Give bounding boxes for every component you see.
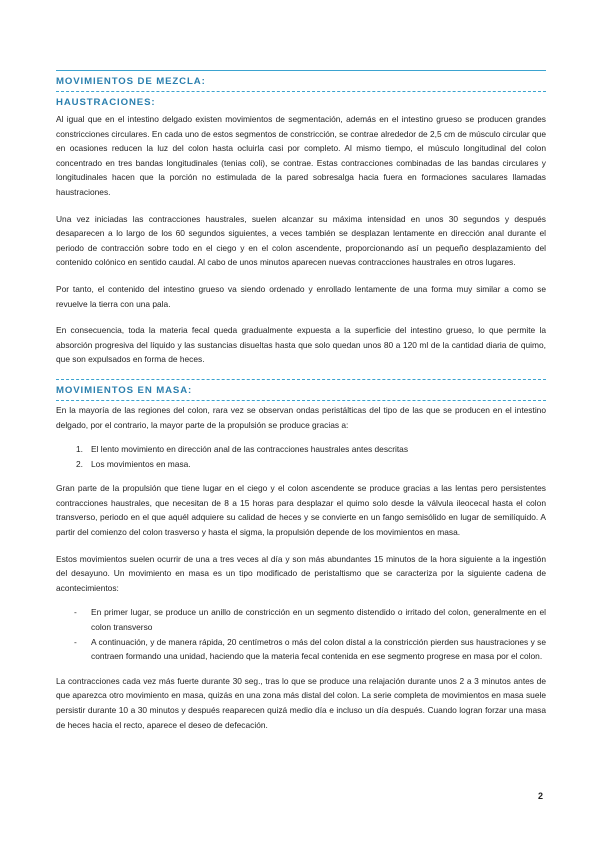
list-item-text: En primer lugar, se produce un anillo de constricción en un segmento distendido o irritado del colon, generalmente en el colon transverso: [91, 607, 546, 633]
paragraph: Por tanto, el contenido del intestino grueso va siendo ordenado y enrollado lentamente de una forma muy similar a como se revuelve la tierra con una pala.: [56, 283, 546, 309]
list-item-text: Los movimientos en masa.: [91, 458, 191, 469]
paragraph: Gran parte de la propulsión que tiene lugar en el ciego y el colon ascendente se produce gracias a las lentas pero persistentes contracciones haustrales, que necesitan de 8 a 15 horas para desplazar el quimo solo desde la válvula ileocecal hasta el colon transverso, periodo en el que aquél adquiere su calidad de heces y se convierte en un fango semisólido en lugar de semilíquido. A partir del comienzo del colon trasverso y hasta el sigma, la propulsión depende de los movimientos en masa.: [56, 483, 546, 538]
list-dash: -: [74, 607, 77, 618]
section-divider: [56, 400, 546, 401]
paragraph: La contracciones cada vez más fuerte durante 30 seg., tras lo que se produce una relajación durante unos 2 a 3 minutos antes de que aparezca otro movimiento en masa, quizás en una zona más distal del colon. La serie completa de movimientos en masa suele persistir durante 10 a 30 minutos y después reaparecen quizá medio día e incluso un día después. Cuando logran forzar una masa de heces hacia el recto, aparece el deseo de defecación.: [56, 675, 546, 730]
section-divider: [56, 379, 546, 380]
document-page: [56, 70, 546, 744]
list-item-text: A continuación, y de manera rápida, 20 centímetros o más del colon distal a la constricción pierden sus haustraciones y se contraen formando una unidad, haciendo que la materia fecal contenida en ese segmento progrese en masa por el colon.: [91, 636, 546, 662]
paragraph: Al igual que en el intestino delgado existen movimientos de segmentación, además en el intestino grueso se producen grandes constricciones circulares. En cada uno de estos segmentos de constricción, se contrae alrededor de 2,5 cm de músculo circular que en ocasiones reducen la luz del colon hasta ocluirla casi por completo. Al mismo tiempo, el músculo longitudinal del colon concentrado en tres bandas longitudinales (tenias coli), se contrae. Estas contracciones combinadas de las bandas circulares y longitudinales hacen que la porción no estimulada de la pared sobresalga hacia fuera en formaciones saculares llamadas haustraciones.: [56, 114, 546, 197]
list-item-text: El lento movimiento en dirección anal de las contracciones haustrales antes descritas: [91, 444, 409, 455]
section-title-masa: MOVIMIENTOS EN MASA:: [56, 384, 193, 396]
subsection-title-haustraciones: HAUSTRACIONES:: [56, 97, 156, 108]
numbered-list: [56, 442, 546, 471]
list-item: [56, 605, 546, 634]
list-item: [56, 442, 546, 457]
list-dash: -: [74, 636, 77, 647]
dash-list: [56, 605, 546, 663]
paragraph: Una vez iniciadas las contracciones haustrales, suelen alcanzar su máxima intensidad en unos 30 segundos y después desaparecen a lo largo de los 60 segundos siguientes, a veces también se desplazan lentamente en dirección anal durante el periodo de contracción sobre todo en el ciego y en el colon ascendente, proporcionando así un pequeño desplazamiento del contenido colónico en sentido caudal. Al cabo de unos minutos aparecen nuevas contracciones haustrales en otros lugares.: [56, 213, 546, 268]
list-item: [56, 635, 546, 664]
list-number: 1.: [76, 444, 83, 455]
list-item: [56, 457, 546, 472]
list-number: 2.: [76, 458, 83, 469]
section-title-mezcla: MOVIMIENTOS DE MEZCLA:: [56, 76, 206, 87]
section-divider: [56, 70, 546, 71]
paragraph: En consecuencia, toda la materia fecal queda gradualmente expuesta a la superficie del intestino grueso, lo que permite la absorción progresiva del líquido y las sustancias disueltas hasta que solo quedan unos 80 a 120 ml de la cantidad diaria de quimo, que son expulsados en forma de heces.: [56, 325, 546, 365]
page-number: 2: [537, 791, 543, 801]
paragraph: En la mayoría de las regiones del colon, rara vez se observan ondas peristálticas del tipo de las que se producen en el intestino delgado, por el contrario, la mayor parte de la propulsión se produce gracias a:: [56, 404, 546, 430]
section-divider: [56, 91, 546, 92]
paragraph: Estos movimientos suelen ocurrir de una a tres veces al día y son más abundantes 15 minutos de la hora siguiente a la ingestión del desayuno. Un movimiento en masa es un tipo modificado de peristaltismo que se caracteriza por la siguiente cadena de acontecimientos:: [56, 553, 546, 593]
